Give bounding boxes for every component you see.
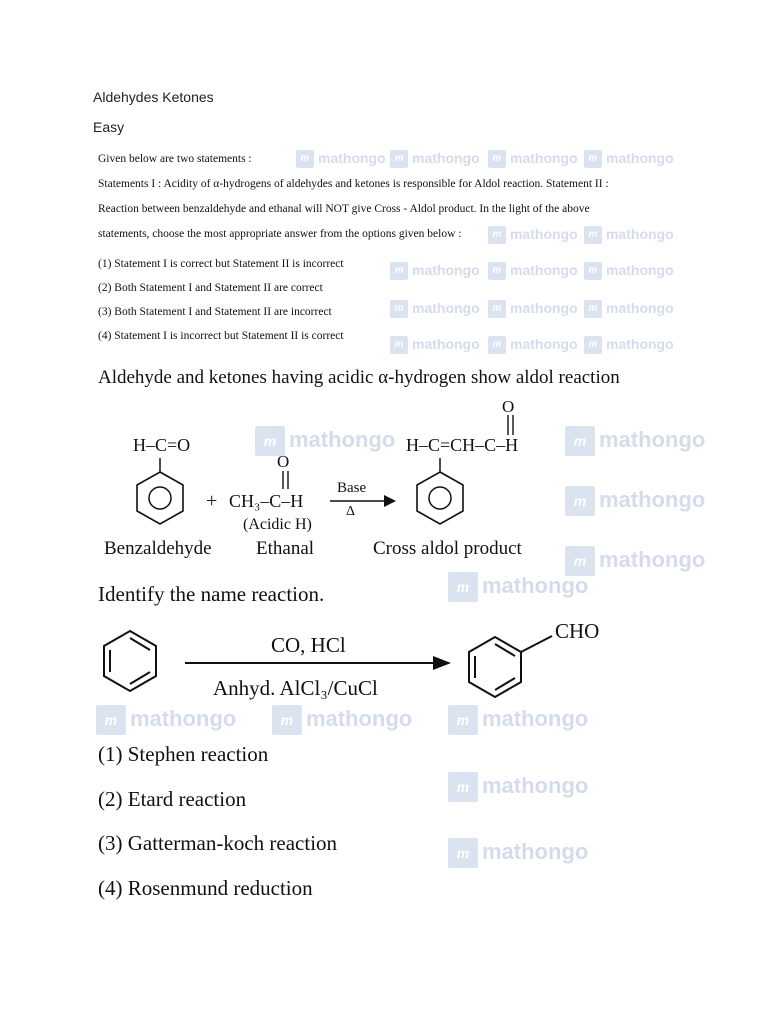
watermark-logo-icon: m	[584, 262, 602, 280]
answer-option: (4) Statement I is incorrect but Statement II is correct	[98, 330, 344, 342]
watermark: m mathongo	[448, 705, 588, 735]
carbonyl-oxygen: O	[277, 452, 290, 471]
watermark: m mathongo	[565, 426, 705, 456]
watermark: m mathongo	[584, 226, 674, 244]
watermark-logo-icon: m	[565, 546, 595, 576]
solution-heading: Aldehyde and ketones having acidic α-hydrogen show aldol reaction	[98, 367, 620, 388]
question-intro: Given below are two statements :	[98, 153, 252, 165]
watermark: m mathongo	[390, 150, 480, 168]
watermark-logo-icon: m	[96, 705, 126, 735]
watermark: m mathongo	[448, 772, 588, 802]
label-ethanal: Ethanal	[256, 538, 315, 559]
reactant1-group: H–C=O	[133, 435, 191, 455]
watermark: m mathongo	[584, 262, 674, 280]
watermark-logo-icon: m	[584, 226, 602, 244]
watermark-logo-icon: m	[565, 486, 595, 516]
watermark: m mathongo	[565, 546, 705, 576]
watermark: m mathongo	[584, 300, 674, 318]
watermark: m mathongo	[488, 262, 578, 280]
watermark-logo-icon: m	[448, 838, 478, 868]
answer-option: (2) Etard reaction	[98, 787, 247, 811]
watermark: m mathongo	[584, 336, 674, 354]
benzaldehyde-structure	[134, 458, 188, 538]
watermark-logo-icon: m	[448, 705, 478, 735]
carbonyl-double-bond	[280, 471, 292, 491]
question-body-line: Reaction between benzaldehyde and ethanal will NOT give Cross - Aldol product. In the light of the above	[98, 203, 590, 215]
watermark: m mathongo	[390, 300, 480, 318]
question-prompt: Identify the name reaction.	[98, 582, 325, 606]
watermark-logo-icon: m	[488, 150, 506, 168]
label-benzaldehyde: Benzaldehyde	[104, 538, 212, 559]
question-body-line: Statements I : Acidity of α-hydrogens of aldehydes and ketones is responsible for Aldol reaction. Statement II :	[98, 178, 609, 190]
watermark-logo-icon: m	[448, 772, 478, 802]
product-benzene-structure	[414, 458, 468, 538]
benzaldehyde-product-structure	[466, 628, 566, 698]
answer-option: (4) Rosenmund reduction	[98, 876, 313, 900]
answer-option: (3) Gatterman-koch reaction	[98, 831, 338, 855]
watermark-logo-icon: m	[584, 300, 602, 318]
watermark-logo-icon: m	[584, 150, 602, 168]
watermark: m mathongo	[272, 705, 412, 735]
difficulty-label: Easy	[93, 119, 125, 135]
watermark-logo-icon: m	[488, 226, 506, 244]
watermark-logo-icon: m	[488, 336, 506, 354]
watermark: m mathongo	[488, 226, 578, 244]
benzene-structure	[101, 628, 161, 698]
label-cross-aldol-product: Cross aldol product	[373, 538, 522, 559]
arrow-reagent-top: Base	[337, 480, 367, 496]
watermark-logo-icon: m	[296, 150, 314, 168]
arrow-reagent-bottom: Δ	[346, 504, 356, 519]
product-chain: H–C=CH–C–H	[406, 435, 519, 455]
watermark-logo-icon: m	[255, 426, 285, 456]
watermark-logo-icon: m	[448, 572, 478, 602]
watermark: m mathongo	[488, 150, 578, 168]
watermark: m mathongo	[390, 336, 480, 354]
product-carbonyl-oxygen: O	[502, 397, 515, 416]
acidic-h-note: (Acidic H)	[243, 516, 312, 533]
product-group: CHO	[555, 619, 600, 643]
answer-option: (1) Statement I is correct but Statement II is incorrect	[98, 258, 344, 270]
answer-option: (3) Both Statement I and Statement II are incorrect	[98, 306, 332, 318]
watermark-logo-icon: m	[584, 336, 602, 354]
watermark: m mathongo	[96, 705, 236, 735]
watermark: m mathongo	[488, 300, 578, 318]
watermark-logo-icon: m	[390, 150, 408, 168]
watermark: m mathongo	[584, 150, 674, 168]
reaction-arrow	[183, 654, 453, 672]
watermark: m mathongo	[255, 426, 395, 456]
question-body-line: statements, choose the most appropriate answer from the options given below :	[98, 228, 462, 240]
watermark-logo-icon: m	[390, 336, 408, 354]
watermark: m mathongo	[296, 150, 386, 168]
reagent-top: CO, HCl	[271, 633, 346, 657]
watermark: m mathongo	[448, 838, 588, 868]
answer-option: (2) Both Statement I and Statement II are correct	[98, 282, 323, 294]
watermark: m mathongo	[488, 336, 578, 354]
answer-option: (1) Stephen reaction	[98, 742, 269, 766]
watermark-logo-icon: m	[272, 705, 302, 735]
watermark: m mathongo	[390, 262, 480, 280]
watermark-logo-icon: m	[488, 300, 506, 318]
watermark: m mathongo	[448, 572, 588, 602]
reactant2-formula: CH₃–C–H	[229, 491, 304, 511]
plus-sign: +	[206, 490, 218, 512]
watermark-logo-icon: m	[488, 262, 506, 280]
reaction-arrow	[328, 493, 398, 509]
subject-heading: Aldehydes Ketones	[93, 89, 214, 105]
watermark: m mathongo	[565, 486, 705, 516]
watermark-logo-icon: m	[565, 426, 595, 456]
watermark-logo-icon: m	[390, 262, 408, 280]
watermark-logo-icon: m	[390, 300, 408, 318]
product-carbonyl-double-bond	[505, 415, 517, 437]
reagent-bottom: Anhyd. AlCl₃/CuCl	[213, 676, 378, 700]
